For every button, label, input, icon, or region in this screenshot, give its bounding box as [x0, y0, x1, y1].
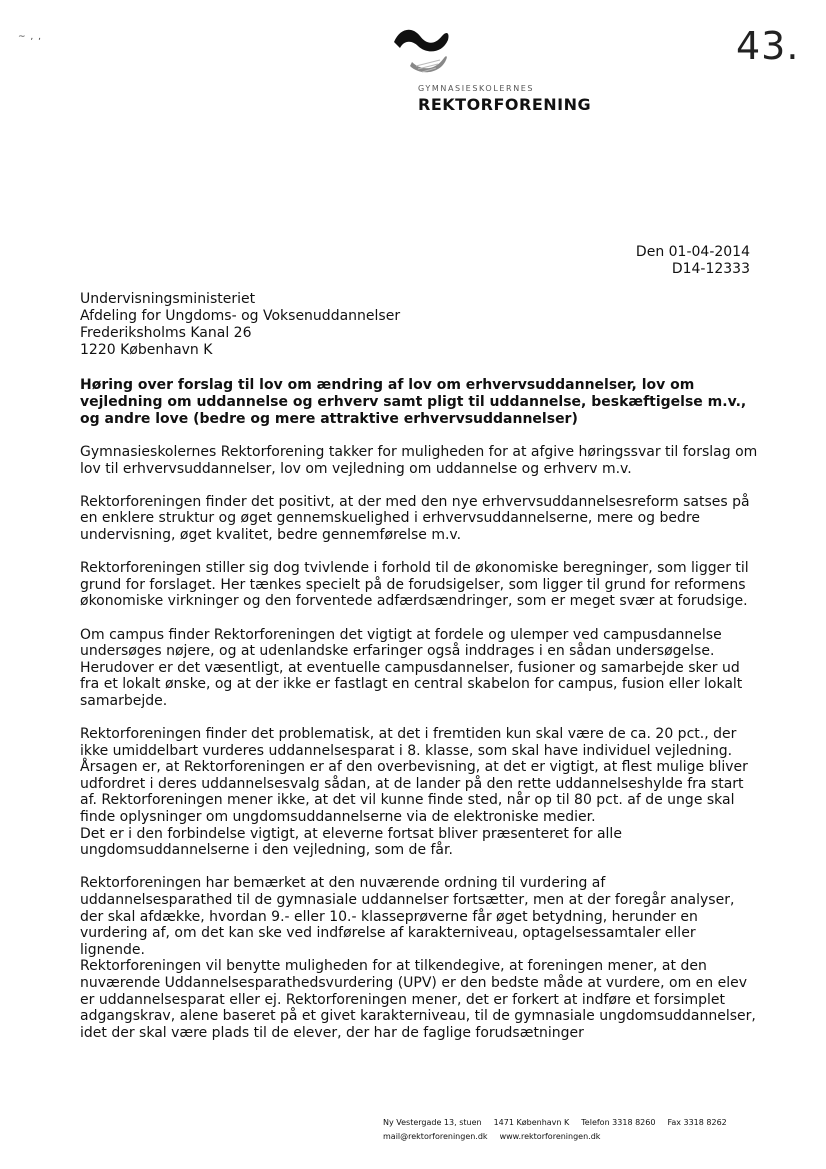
recipient-address [80, 291, 400, 359]
letter-body [80, 444, 760, 1041]
recipient-line: 1220 København K [80, 342, 213, 358]
organization-logo-icon [390, 22, 470, 82]
footer-address: Ny Vestergade 13, stuen [383, 1118, 482, 1127]
footer-fax: Fax 3318 8262 [667, 1118, 727, 1127]
paragraph: Rektorforeningen finder det positivt, at der med den nye erhvervsuddannelsesreform satses på en enklere struktur og øget gennemskuelighed i erhvervsuddannelserne, mere og bedre undervisning, øget kvalitet, bedre gennemførelse m.v. [80, 493, 750, 543]
footer [383, 1116, 739, 1144]
paragraph: Det er i den forbindelse vigtigt, at eleverne fortsat bliver præsenteret for alle ungdomsuddannelserne i den vejledning, som de får. [80, 825, 622, 859]
footer-line-web [383, 1130, 739, 1144]
paragraph: Gymnasieskolernes Rektorforening takker for muligheden for at afgive høringssvar til forslag om lov til erhvervsuddannelser, lov om vejledning om uddannelse og erhverv m.v. [80, 444, 758, 477]
footer-email: mail@rektorforeningen.dk [383, 1132, 488, 1141]
organization-name: REKTORFORENING [418, 95, 592, 114]
letter-date: Den 01-04-2014 [635, 244, 750, 260]
organization-subtitle: GYMNASIESKOLERNES [418, 84, 535, 93]
footer-website: www.rektorforeningen.dk [499, 1132, 601, 1141]
reference-number: D14-12333 [671, 261, 750, 277]
date-block [636, 244, 750, 278]
paragraph: Rektorforeningen vil benytte muligheden for at tilkendegive, at foreningen mener, at den nuværende Uddannelsesparathedsvurdering (UPV) er den bedste måde at vurdere, om en elev er uddannelsesparat eller ej. Rektorforeningen mener, det er forkert at indføre et forsimplet adgangskrav, alene baseret på et givet karakterniveau, til de gymnasiale ungdomsuddannelser, idet der skal være plads til de elever, der har de faglige forudsætninger [80, 958, 756, 1041]
footer-phone: Telefon 3318 8260 [581, 1118, 656, 1127]
handwritten-page-number: 43. [736, 24, 800, 68]
recipient-line: Afdeling for Ungdoms- og Voksenuddannelser [80, 308, 401, 324]
letter-heading: Høring over forslag til lov om ændring af lov om erhvervsuddannelser, lov om vejledning om uddannelse og erhverv samt pligt til uddannelse, beskæftigelse m.v., og andre love (bedre og mere attraktive erhvervsuddannelser) [80, 377, 747, 427]
paragraph: Rektorforeningen finder det problematisk, at det i fremtiden kun skal være de ca. 20 pct., der ikke umiddelbart vurderes uddannelsesparat i 8. klasse, som skal have individuel vejledning. Årsagen er, at Rektorforeningen er af den overbevisning, at det er vigtigt, at flest mulige bliver udfordret i deres uddannelsesvalg sådan, at de lander på den rette uddannelseshylde fra start af. Rektorforeningen mener ikke, at det vil kunne finde sted, når op til 80 pct. af de unge skal finde oplysninger om ungdomsuddannelserne via de elektroniske medier. [80, 726, 748, 826]
recipient-line: Frederiksholms Kanal 26 [80, 325, 252, 341]
corner-mark: ~ , , [18, 32, 42, 42]
recipient-line: Undervisningsministeriet [80, 291, 256, 307]
paragraph: Rektorforeningen stiller sig dog tvivlende i forhold til de økonomiske beregninger, som ligger til grund for forslaget. Her tænkes specielt på de forudsigelser, som ligger til grund for reformens økonomiske virkninger og den forventede adfærdsændringer, som er meget svær at forudsige. [80, 560, 749, 610]
paragraph: Om campus finder Rektorforeningen det vigtigt at fordele og ulemper ved campusdannelse undersøges nøjere, og at udenlandske erfaringer også inddrages i en sådan undersøgelse. Herudover er det væsentligt, at eventuelle campusdannelser, fusioner og samarbejde sker ud fra et lokalt ønske, og at der ikke er fastlagt en central skabelon for campus, fusion eller lokalt samarbejde. [80, 626, 743, 709]
footer-city: 1471 København K [493, 1118, 570, 1127]
footer-line-contact [383, 1116, 739, 1130]
paragraph: Rektorforeningen har bemærket at den nuværende ordning til vurdering af uddannelsesparathed til de gymnasiale uddannelser fortsætter, men at der foregår analyser, der skal afdække, hvordan 9.- eller 10.- klasseprøverne får øget betydning, herunder en vurdering af, om det kan ske ved indførelse af karakterniveau, optagelsessamtaler eller lignende. [80, 875, 735, 958]
